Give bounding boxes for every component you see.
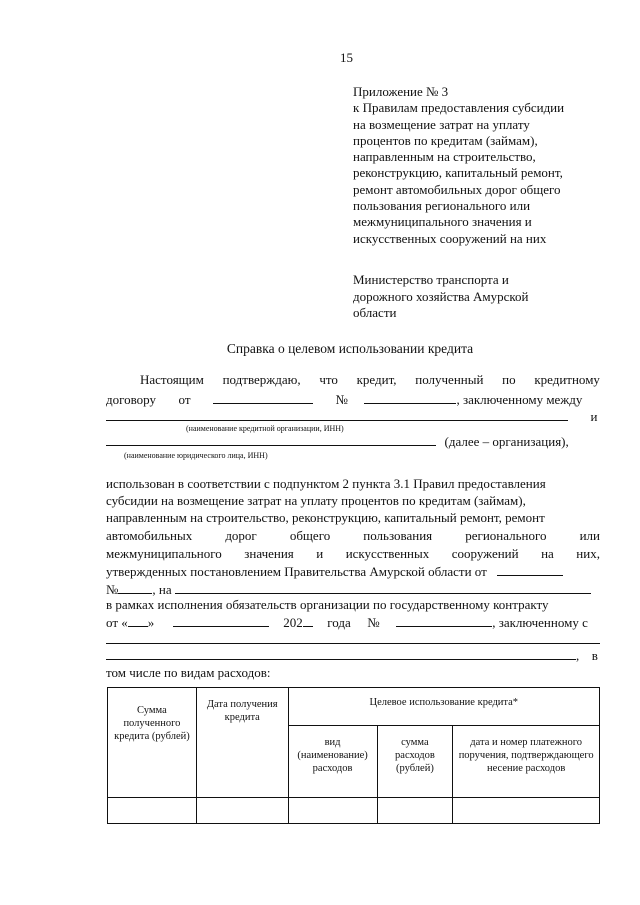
word: договору [106,392,157,407]
word: по [502,372,516,387]
word: № [367,615,380,630]
resolution-number-blank[interactable] [118,581,152,594]
word: , на [152,582,172,597]
contract-number-blank[interactable] [364,391,456,404]
para1-line2 [106,391,600,408]
word: общего [289,528,331,543]
credit-org-blank[interactable] [106,408,568,421]
para2-line2: субсидии на возмещение затрат на уплату процентов по кредитам (займам), [106,493,526,508]
appendix-line: на возмещение затрат на уплату [353,116,530,132]
credit-org-caption: (наименование кредитной организации, ИНН) [186,424,344,433]
word: значения [244,546,294,561]
counterparty-blank-continued[interactable] [106,647,576,660]
header-expense-kind: вид (наименование) расходов [288,726,377,798]
resolution-date-blank[interactable] [497,563,563,576]
appendix-header [353,84,564,247]
word: полученный [415,372,484,387]
header-expense-amount: сумма расходов (рублей) [377,726,453,798]
para2-line11 [106,647,600,664]
word: кредитному [534,372,600,387]
para2-line4 [106,528,600,544]
appendix-line: направленным на строительство, [353,149,536,165]
word: 202 [283,615,303,630]
appendix-line: пользования регионального или [353,198,531,214]
word: года [327,615,351,630]
word: № [335,392,348,407]
word: № [106,582,119,597]
para2-line6 [106,563,563,580]
word: Настоящим [140,372,204,387]
table-cell[interactable] [453,798,600,824]
word: межмуниципального [106,546,222,561]
legal-entity-caption: (наименование юридического лица, ИНН) [124,451,268,460]
word: сооружений [451,546,519,561]
para2-line7 [106,581,591,598]
header-credit-sum: Сумма полученного кредита (рублей) [108,688,197,798]
state-contract-year-blank[interactable] [303,614,313,627]
word: и [316,546,324,561]
legal-entity-blank[interactable] [106,433,436,446]
addressee-line: области [353,305,397,320]
word: , [576,648,580,663]
header-credit-date: Дата получения кредита [196,688,288,798]
word: дорог [225,528,257,543]
state-contract-number-blank[interactable] [396,614,492,627]
table-cell[interactable] [288,798,377,824]
word: пользования [363,528,433,543]
appendix-line: к Правилам предоставления субсидии [353,100,565,116]
purpose-blank[interactable] [175,581,591,594]
para2-line1: использован в соответствии с подпунктом 2 пункта 3.1 Правил предоставления [106,476,546,491]
word: в [591,648,598,663]
word: подтверждаю, [222,372,301,387]
word: на [541,546,554,561]
state-contract-month-blank[interactable] [173,614,269,627]
document-title: Справка о целевом использовании кредита [226,341,474,356]
para1-line1 [140,372,600,388]
appendix-line: ремонт автомобильных дорог общего [353,181,561,197]
word: них, [576,546,600,561]
table-header-row [108,688,600,726]
para1-line4 [106,433,600,450]
expenses-table [107,687,600,824]
para1-line3 [106,408,600,425]
para2-line12: том числе по видам расходов: [106,665,271,680]
addressee [353,272,529,322]
appendix-line: искусственных сооружений на них [353,230,547,246]
addressee-line: Министерство транспорта и [353,272,509,287]
appendix-line: реконструкцию, капитальный ремонт, [353,165,563,181]
word: регионального [465,528,547,543]
word: что [319,372,338,387]
word: » [147,615,155,630]
addressee-line: дорожного хозяйства Амурской [353,288,529,304]
para2-line5 [106,546,600,562]
header-payment-order: дата и номер платежного поручения, подтверждающего несение расходов [453,726,600,798]
word: и [590,409,598,424]
word: , заключенному с [492,615,588,630]
appendix-line: Приложение № 3 [353,84,449,99]
header-target-use: Целевое использование кредита* [288,688,599,726]
word: , заключенному между [456,392,583,407]
counterparty-blank-line[interactable] [106,643,600,644]
word: от « [106,615,128,630]
table-cell[interactable] [377,798,453,824]
para2-line3: направленным на строительство, реконструкцию, капитальный ремонт, ремонт [106,510,545,525]
word: автомобильных [106,528,193,543]
para2-line8: в рамках исполнения обязательств организации по государственному контракту [106,597,549,612]
para2-line9 [106,614,588,631]
word: или [579,528,600,543]
contract-date-blank[interactable] [213,391,313,404]
appendix-line: процентов по кредитам (займам), [353,132,538,148]
word: искусственных [345,546,430,561]
table-cell[interactable] [196,798,288,824]
word: утвержденных постановлением Правительства Амурской области от [106,564,487,579]
table-row [108,798,600,824]
word: кредит, [356,372,397,387]
state-contract-day-blank[interactable] [128,614,148,627]
page-number: 15 [340,50,353,65]
appendix-line: межмуниципального значения и [353,214,532,230]
word: (далее – организация), [444,434,569,449]
table-cell[interactable] [108,798,197,824]
word: от [178,392,191,407]
